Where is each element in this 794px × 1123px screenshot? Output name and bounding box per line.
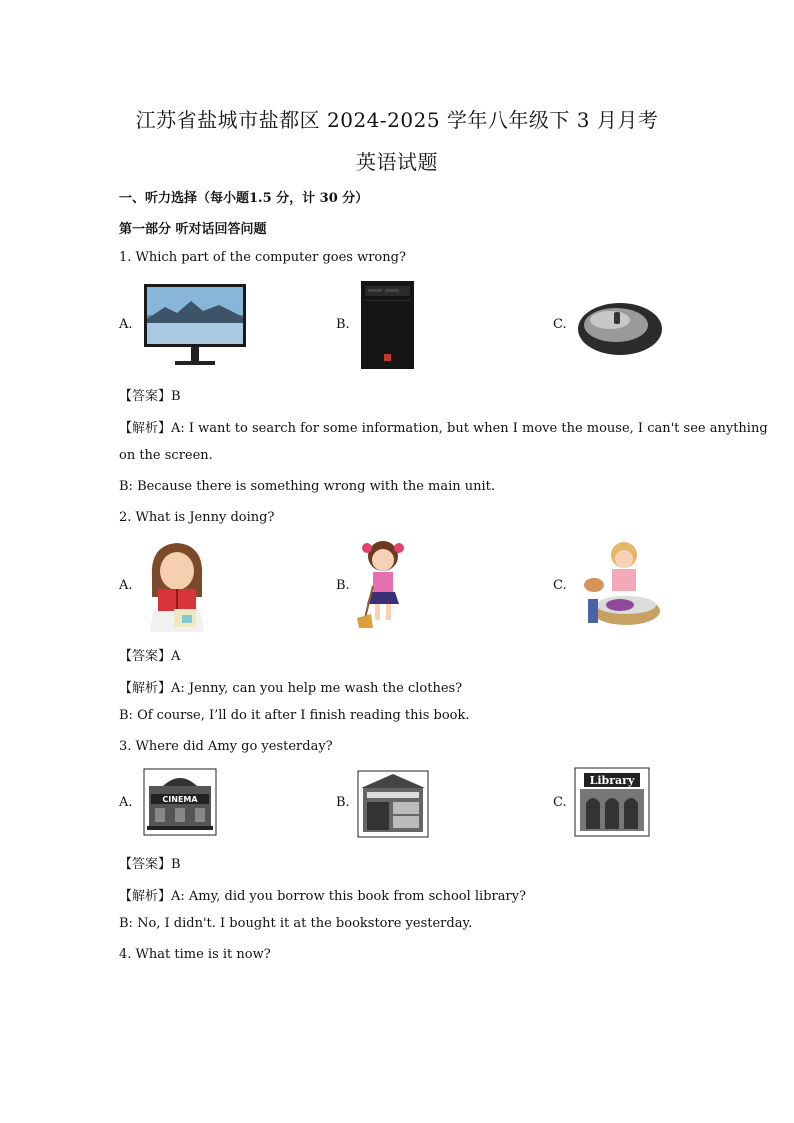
bookstore-picture [357, 770, 429, 838]
question-1: 1. Which part of the computer goes wrong? [119, 250, 406, 265]
q1-answer: 【答案】B [119, 389, 181, 404]
q2-analysis: 【解析】A: Jenny, can you help me wash the clothes? [119, 681, 463, 696]
q1-option-c-label: C. [553, 317, 567, 332]
q1-option-b-label: B. [336, 317, 350, 332]
document-subtitle: 英语试题 [356, 150, 438, 174]
section-heading: 一、听力选择（每小题1.5 分，计 30 分） [119, 191, 369, 206]
q3-option-b-label: B. [336, 795, 350, 810]
question-3: 3. Where did Amy go yesterday? [119, 739, 333, 754]
question-2: 2. What is Jenny doing? [119, 510, 275, 525]
computer-mouse-picture [576, 300, 664, 358]
q3-option-a-label: A. [119, 795, 133, 810]
computer-tower-picture [360, 280, 415, 370]
cinema-sign: CINEMA [162, 795, 198, 804]
q2-option-a-label: A. [119, 578, 133, 593]
q1-analysis: 【解析】A: I want to search for some information, but when I move the mouse, I can't see anything [119, 421, 768, 436]
girl-sweeping-picture [355, 538, 411, 630]
q2-analysis-b: B: Of course, I’ll do it after I finish reading this book. [119, 708, 470, 723]
girl-reading-picture [142, 537, 212, 632]
q1-analysis-b: B: Because there is something wrong with the main unit. [119, 479, 496, 494]
q2-option-b-label: B. [336, 578, 350, 593]
q2-option-c-label: C. [553, 578, 567, 593]
library-sign: Library [589, 774, 635, 787]
document-title: 江苏省盐城市盐都区 2024-2025 学年八年级下 3 月月考 [135, 108, 659, 132]
q3-answer: 【答案】B [119, 857, 181, 872]
woman-washing-clothes-picture [574, 539, 666, 631]
library-picture [574, 767, 650, 837]
q3-option-c-label: C. [553, 795, 567, 810]
q3-analysis: 【解析】A: Amy, did you borrow this book from school library? [119, 889, 527, 904]
cinema-picture [143, 768, 217, 836]
monitor-picture [143, 283, 247, 368]
q1-option-a-label: A. [119, 317, 133, 332]
question-4: 4. What time is it now? [119, 947, 271, 962]
q3-analysis-b: B: No, I didn't. I bought it at the bookstore yesterday. [119, 916, 473, 931]
q1-analysis-cont: on the screen. [119, 448, 213, 463]
q2-answer: 【答案】A [119, 649, 181, 664]
part-heading: 第一部分 听对话回答问题 [119, 222, 267, 237]
